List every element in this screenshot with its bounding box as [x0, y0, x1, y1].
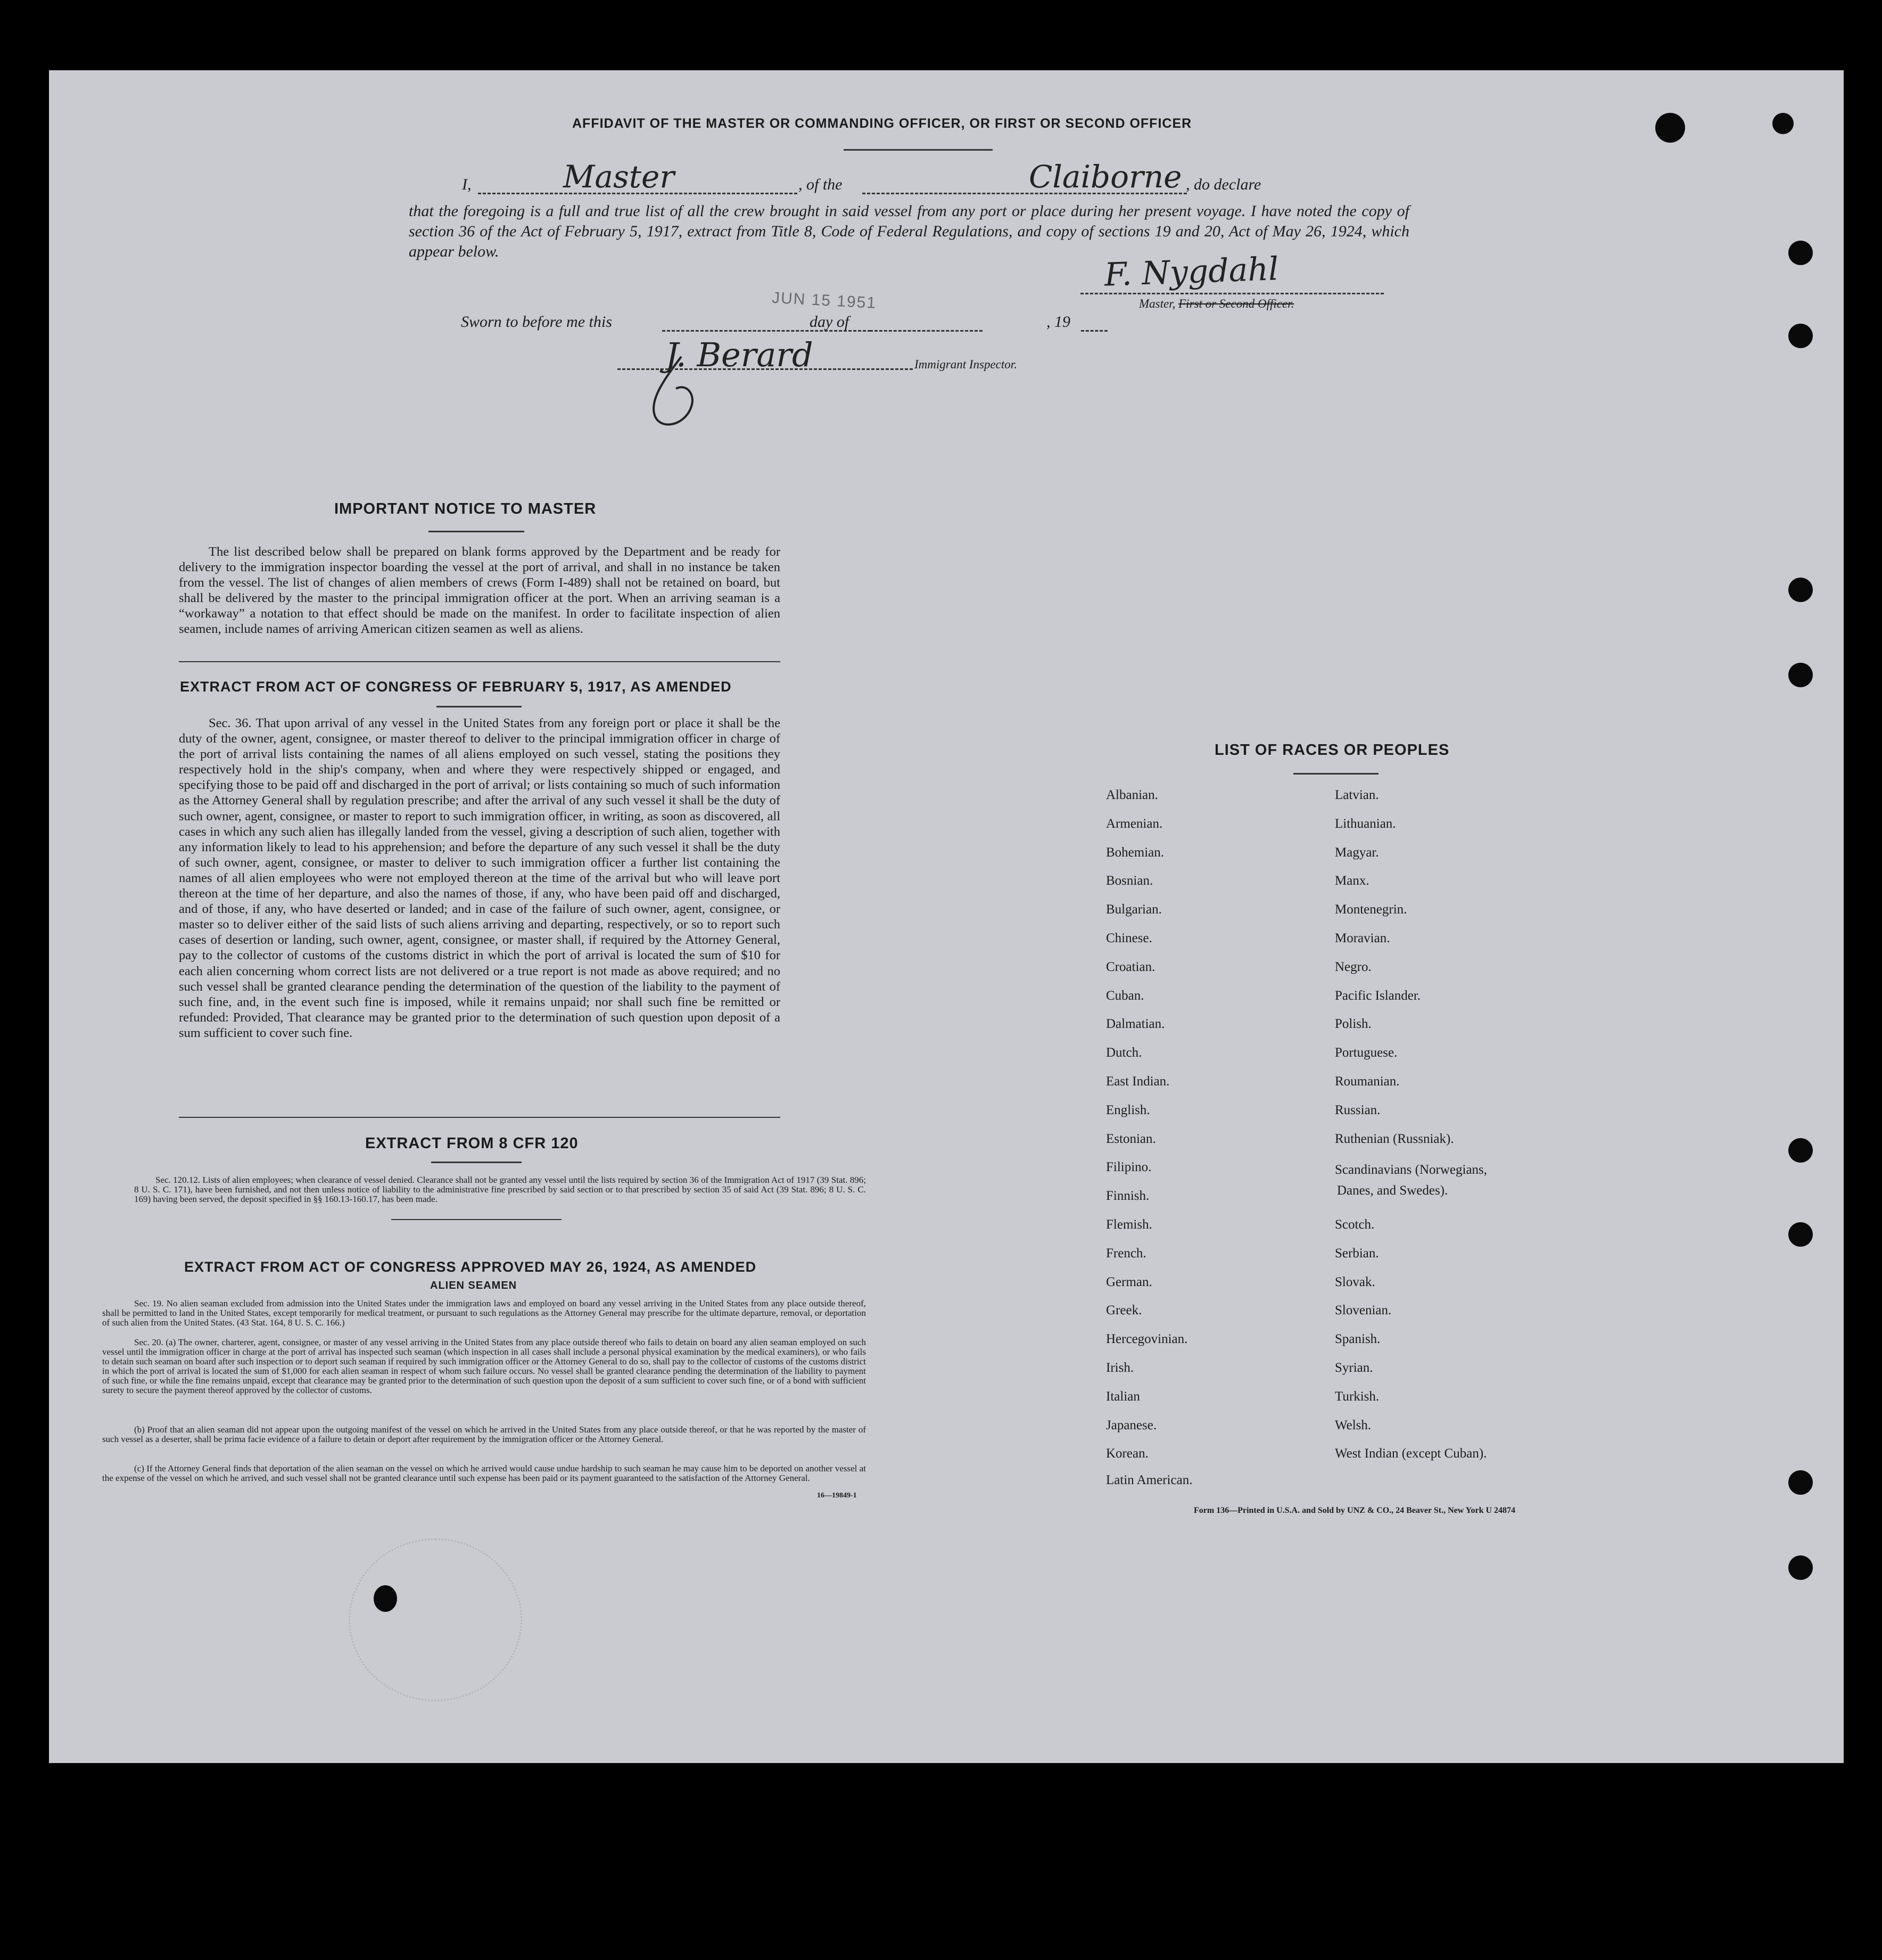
punch-hole	[1788, 1555, 1813, 1580]
race-item: Negro.	[1335, 959, 1372, 974]
master-signature: F. Nygdahl	[1103, 250, 1280, 294]
divider	[391, 1219, 562, 1220]
race-item: Dutch.	[1106, 1045, 1142, 1060]
sec19-text: Sec. 19. No alien seaman excluded from admission into the United States under the immigration laws and employed on board any vessel arriving in the United States from any place outside thereof, shall be permitted to land in the United States, except temporarily for medical treatment, or pursuant to such regulations as the Attorney General may prescribe for the ultimate departure, removal, or deportation of such alien from the United States. (43 Stat. 164, 8 U. S. C. 166.)	[102, 1298, 866, 1328]
divider	[844, 149, 993, 151]
divider	[179, 661, 780, 662]
race-item: Manx.	[1335, 874, 1369, 888]
race-item: Scandinavians (Norwegians,	[1335, 1163, 1488, 1177]
extract-1924-title: EXTRACT FROM ACT OF CONGRESS APPROVED MAY 26, 1924, AS AMENDED	[184, 1259, 757, 1275]
race-item: Ruthenian (Russniak).	[1335, 1131, 1454, 1146]
race-item: Chinese.	[1106, 931, 1152, 945]
punch-hole	[1772, 113, 1794, 134]
punch-hole	[1788, 324, 1813, 348]
prefix-i: I,	[462, 176, 472, 193]
race-item: Hercegovinian.	[1106, 1332, 1188, 1347]
race-item: Italian	[1106, 1389, 1140, 1404]
race-item: Russian.	[1335, 1102, 1381, 1117]
race-item: Filipino.	[1106, 1160, 1152, 1175]
sworn-line	[461, 313, 1100, 334]
race-item: East Indian.	[1106, 1074, 1170, 1089]
race-item: Syrian.	[1335, 1361, 1373, 1375]
race-item: Lithuanian.	[1335, 816, 1396, 831]
extract-1917-title: EXTRACT FROM ACT OF CONGRESS OF FEBRUARY 5, 1917, AS AMENDED	[180, 679, 732, 695]
race-item: Turkish.	[1335, 1389, 1380, 1404]
race-item: Polish.	[1335, 1017, 1372, 1032]
vessel-handwritten: Claiborne	[1029, 159, 1182, 195]
race-item: Bulgarian.	[1106, 902, 1162, 917]
signature-flourish	[644, 346, 708, 431]
extract-1917-body: Sec. 36. That upon arrival of any vessel in the United States from any foreign port or place it shall be the duty of the owner, agent, consignee, or master thereof to deliver to the principal immigration officer in charge of the port of arrival lists containing the names of all aliens employed on such vessel, stating the positions they respectively hold in the ship's company, when and where they were respectively shipped or engaged, and specifying those to be paid off and discharged in the port of arrival; or lists containing so much of such information as the Attorney General shall by regulation prescribe; and after the arrival of any such vessel it shall be the duty of such owner, agent, consignee, or master to report to such immigration officer, in writing, as soon as discovered, all cases in which any such alien has illegally landed from the vessel, giving a description of such alien, together with any information likely to lead to his apprehension; and before the departure of any such vessel it shall be the duty of such owner, agent, consignee, or master to deliver to such immigration officer a further list containing the names of all alien employees who were not employed thereon at the time of the arrival but who will leave port thereon at the time of her departure, and also the names of those, if any, who have been paid off and discharged, and of those, if any, who have deserted or landed; and in case of the failure of such owner, agent, consignee, or master so to deliver either of the said lists of such aliens arriving and departing, respectively, or so to report such cases of desertion or landing, such owner, agent, consignee, or master shall, if required by the Attorney General, pay to the collector of customs of the customs district in which the port of arrival is located the sum of $10 for each alien concerning whom correct lists are not delivered or a true report is not made as above required; and no such vessel shall be granted clearance pending the determination of the question of the liability to the payment of such fine, and, in the event such fine is imposed, while it remains unpaid; nor shall such fine be remitted or refunded: Provided, That clearance may be granted prior to the determination of such question upon deposit of a sum sufficient to cover such fine.	[179, 716, 780, 1040]
inspector-signature: J. Berard	[665, 335, 813, 374]
affidavit-body: that the foregoing is a full and true list of all the crew brought in said vessel from any port or place during her present voyage. I have noted the copy of section 36 of the Act of February 5, 1917, extract from Title 8, Code of Federal Regulations, and copy of sections 19 and 20, Act of May 26, 1924, which appear below.	[409, 202, 1409, 260]
inspector-line	[617, 368, 913, 370]
race-item: Moravian.	[1335, 931, 1390, 945]
race-item: Welsh.	[1335, 1418, 1372, 1432]
divider	[1293, 773, 1379, 775]
divider	[428, 531, 524, 532]
race-item: Japanese.	[1106, 1418, 1157, 1432]
extract-cfr-title: EXTRACT FROM 8 CFR 120	[365, 1135, 579, 1152]
race-item: German.	[1106, 1274, 1152, 1289]
race-item: Slovenian.	[1335, 1303, 1392, 1318]
race-item: Slovak.	[1335, 1274, 1375, 1289]
sworn-label: Sworn to before me this	[461, 313, 612, 331]
name-handwritten: Master	[563, 159, 675, 195]
race-item: Cuban.	[1106, 988, 1144, 1003]
race-item: Flemish.	[1106, 1217, 1152, 1232]
race-item: West Indian (except Cuban).	[1335, 1446, 1487, 1461]
race-item: Greek.	[1106, 1303, 1142, 1318]
affidavit-title: AFFIDAVIT OF THE MASTER OR COMMANDING OFFICER, OR FIRST OR SECOND OFFICER	[572, 116, 1192, 131]
struck-caption: First or Second Officer.	[1178, 297, 1294, 310]
race-item: Croatian.	[1106, 959, 1155, 974]
master-caption	[1139, 297, 1294, 311]
race-item: English.	[1106, 1102, 1150, 1117]
form-footer: Form 136—Printed in U.S.A. and Sold by UNZ & CO., 24 Beaver St., New York U 24874	[1194, 1506, 1516, 1515]
notice-title: IMPORTANT NOTICE TO MASTER	[334, 500, 597, 517]
inspector-caption: Immigrant Inspector.	[914, 358, 1017, 371]
race-item: Irish.	[1106, 1361, 1134, 1375]
race-item: Dalmatian.	[1106, 1017, 1165, 1032]
punch-hole	[1788, 1470, 1813, 1495]
sec20c-text: (c) If the Attorney General finds that deportation of the alien seaman on the vessel on which he arrived would cause undue hardship to such seaman he may cause him to be deported on another vessel at the expense of the vessel on which he arrived, and such vessel shall not be granted clearance until such expense has been paid or its payment guaranteed to the satisfaction of the Attorney General.	[102, 1463, 866, 1483]
race-item: Bohemian.	[1106, 845, 1165, 860]
race-item: Serbian.	[1335, 1246, 1379, 1261]
race-item: Portuguese.	[1335, 1045, 1398, 1060]
races-title: LIST OF RACES OR PEOPLES	[1215, 742, 1450, 759]
divider	[436, 706, 522, 707]
embossed-seal	[349, 1538, 522, 1701]
punch-hole	[1788, 1138, 1813, 1163]
day-of-label: day of	[810, 313, 849, 331]
divider	[431, 1162, 522, 1163]
race-item: Korean.	[1106, 1446, 1149, 1461]
race-item: French.	[1106, 1246, 1146, 1261]
master-signature-line	[1080, 293, 1384, 294]
extract-cfr-body: Sec. 120.12. Lists of alien employees; when clearance of vessel denied. Clearance shall not be granted any vessel until the lists required by section 36 of the Immigration Act of 1917 (39 Stat. 896; 8 U. S. C. 171), have been furnished, and not then unless notice of liability to the administrative fine prescribed by said section or to that prescribed by section 35 of said Act (39 Stat. 896; 8 U. S. C. 169) having been served, the deposit specified in §§ 160.13-160.17, has been made.	[134, 1175, 866, 1204]
race-item: Latin American.	[1106, 1473, 1193, 1488]
form-code: 16—19849-1	[817, 1492, 857, 1500]
notice-body: The list described below shall be prepared on blank forms approved by the Department and be ready for delivery to the immigration inspector boarding the vessel at the port of arrival, and shall in no instance be taken from the vessel. The list of changes of alien members of crews (Form I-489) shall not be retained on board, but shall be delivered by the master to the principal immigration officer at the port. When an arriving seaman is a “workaway” a notation to that effect should be made on the manifest. In order to facilitate inspection of alien seamen, include names of arriving American citizen seamen as well as aliens.	[179, 545, 780, 636]
year-label: , 19	[1046, 313, 1070, 331]
punch-hole	[1788, 1222, 1813, 1247]
sworn-year-line	[1081, 330, 1108, 332]
race-item: Latvian.	[1335, 788, 1379, 802]
race-item: Spanish.	[1335, 1332, 1381, 1347]
punch-hole	[1788, 241, 1813, 265]
race-item: Pacific Islander.	[1335, 988, 1421, 1003]
race-item: Scotch.	[1335, 1217, 1375, 1232]
race-item: Albanian.	[1106, 788, 1158, 802]
date-stamp: JUN 15 1951	[771, 289, 877, 312]
punch-hole	[1655, 113, 1685, 143]
race-item: Montenegrin.	[1335, 902, 1407, 917]
extract-1924-subtitle: ALIEN SEAMEN	[430, 1280, 517, 1291]
punch-hole	[1788, 663, 1813, 687]
sec20b-text: (b) Proof that an alien seaman did not appear upon the outgoing manifest of the vessel on which he arrived in the United States from any place outside thereof, or that he was reported by the master of such vessel as a deserter, shall be prima facie evidence of a failure to detain or deport after requirement by the immigration officer or the Attorney General.	[102, 1424, 866, 1444]
declare-label: , do declare	[1186, 176, 1261, 193]
race-item: Armenian.	[1106, 816, 1163, 831]
race-item: Finnish.	[1106, 1189, 1150, 1204]
divider	[179, 1117, 780, 1118]
race-item: Roumanian.	[1335, 1074, 1400, 1089]
sworn-month-line	[870, 330, 983, 332]
sec20a-text: Sec. 20. (a) The owner, charterer, agent, consignee, or master of any vessel arriving in the United States from any place outside thereof who fails to detain on board any alien seaman employed on such vessel until the immigration officer in charge at the port of arrival has inspected such seaman (which inspection in all cases shall include a personal physical examination by the medical examiners), or who fails to detain such seaman on board after such inspection or to deport such seaman if required by such immigration officer or the Attorney General to do so, shall pay to the collector of customs of the customs district in which the port of arrival is located the sum of $1,000 for each alien seaman in respect of whom such failure occurs. No vessel shall be granted clearance pending the determination of the liability to payment of such fine, or while the fine remains unpaid, except that clearance may be granted prior to the determination of such question upon the deposit of a sum sufficient to cover such fine, or of a bond with sufficient surety to secure the payment thereof approved by the collector of customs.	[102, 1337, 866, 1395]
race-item: Danes, and Swedes).	[1337, 1183, 1448, 1198]
race-item: Magyar.	[1335, 845, 1379, 860]
race-item: Bosnian.	[1106, 874, 1153, 888]
master-caption-text: Master,	[1139, 297, 1179, 310]
race-item: Estonian.	[1106, 1131, 1156, 1146]
of-the-label: , of the	[798, 176, 843, 193]
declaration-line	[409, 159, 1409, 202]
punch-hole	[1788, 578, 1813, 602]
